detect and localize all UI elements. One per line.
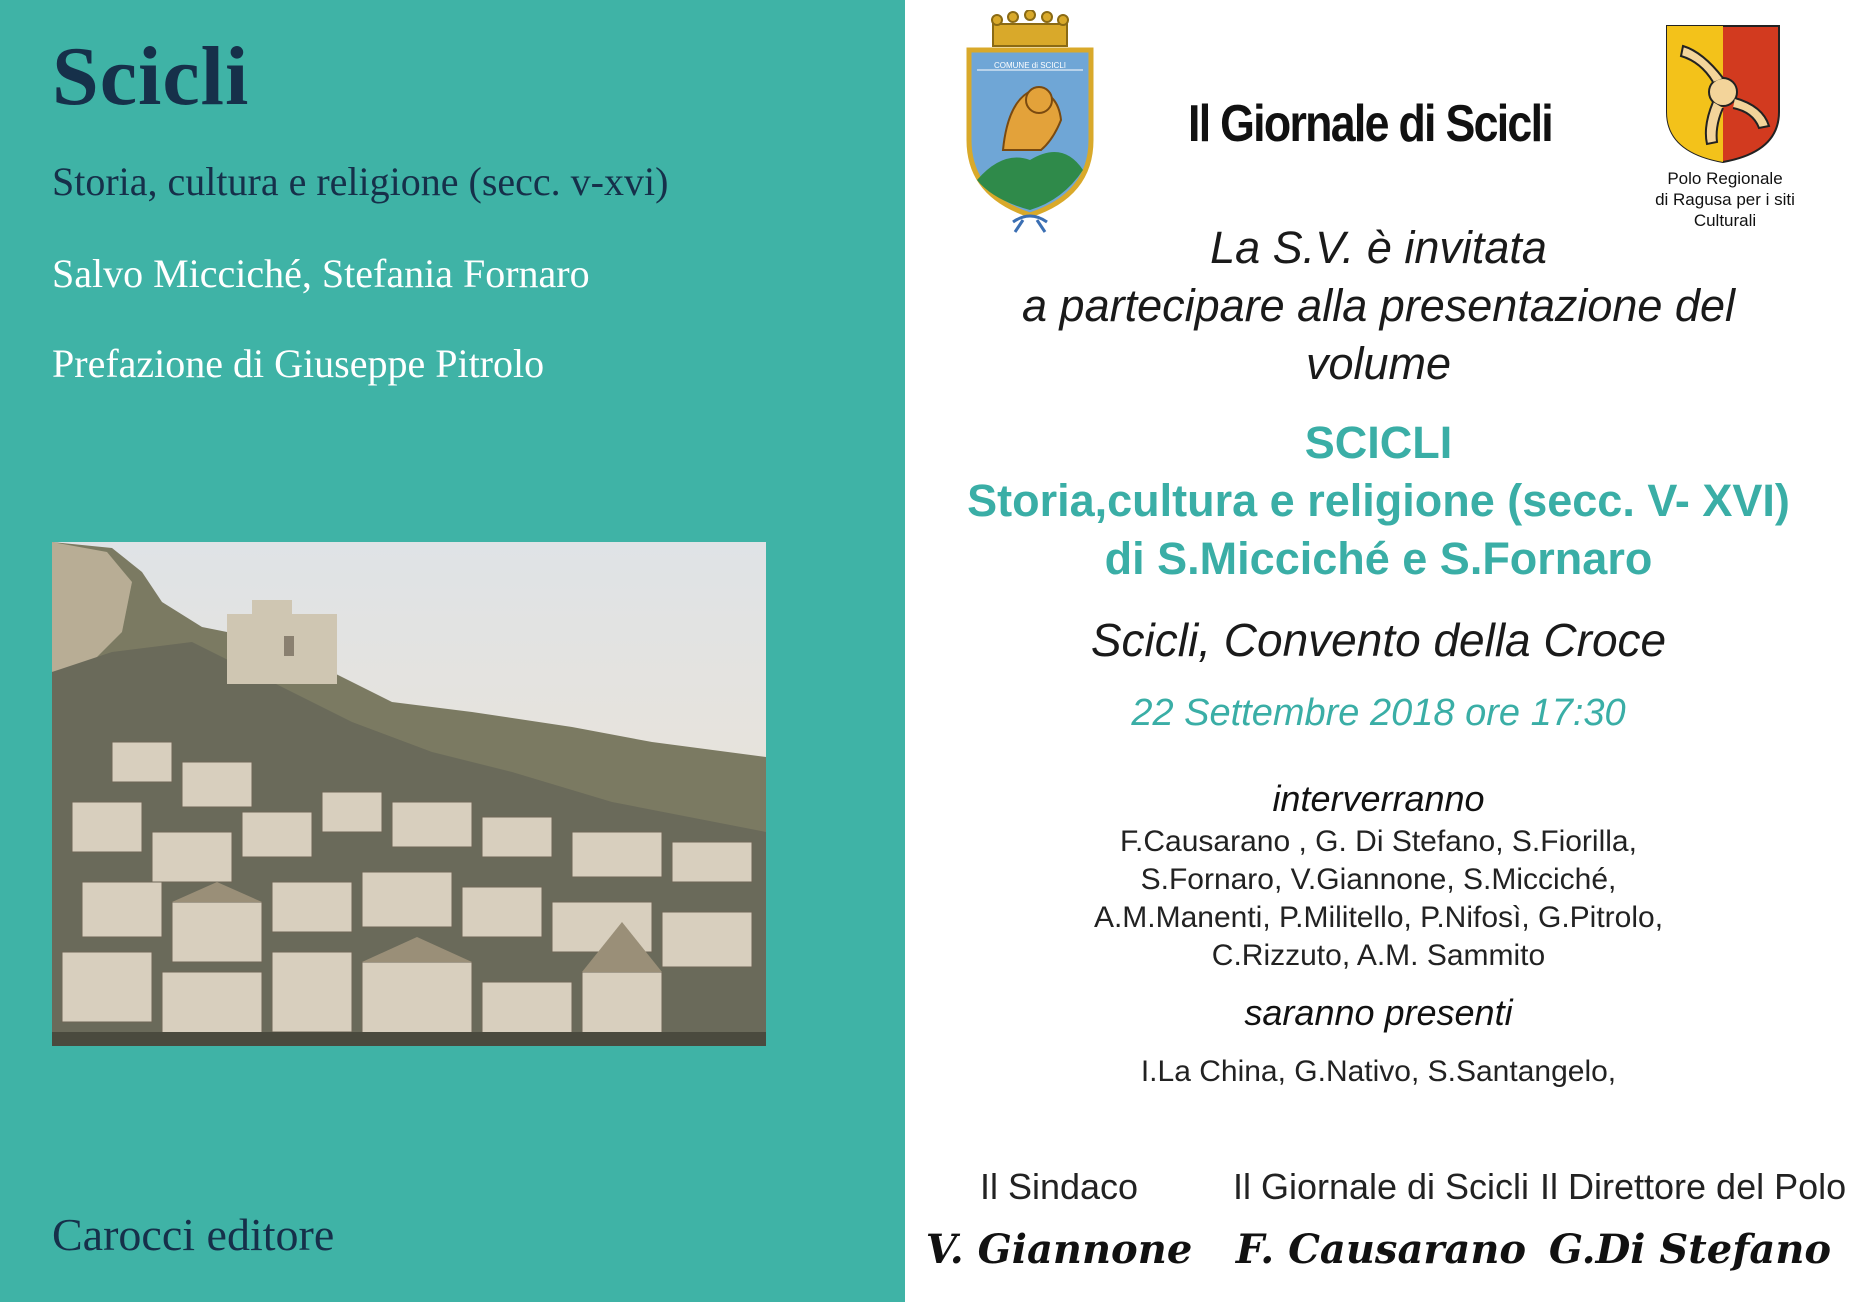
- invitation-panel: [905, 0, 1852, 1302]
- cover-preface: Prefazione di Giuseppe Pitrolo: [52, 341, 545, 386]
- signature-role: Il Giornale di Scicli: [1232, 1166, 1530, 1207]
- book-title-line: SCICLI: [1304, 417, 1453, 468]
- speakers-line: F.Causarano , G. Di Stefano, S.Fiorilla,: [1120, 825, 1637, 858]
- book-cover: [0, 0, 905, 1302]
- speakers-line: S.Fornaro, V.Giannone, S.Micciché,: [1140, 863, 1617, 896]
- speakers-line: C.Rizzuto, A.M. Sammito: [1211, 939, 1546, 972]
- cover-subtitle: Storia, cultura e religione (secc. v-xvi): [52, 159, 669, 204]
- guests-heading: saranno presenti: [1244, 992, 1513, 1033]
- book-title-line: Storia,cultura e religione (secc. V- XVI): [967, 475, 1790, 526]
- signature-mayor: [909, 1166, 1209, 1273]
- polo-caption-line: Polo Regionale: [1667, 169, 1783, 188]
- cover-authors: Salvo Micciché, Stefania Fornaro: [52, 251, 590, 296]
- speakers-line: A.M.Manenti, P.Militello, P.Nifosì, G.Pitrolo,: [1093, 901, 1664, 934]
- polo-caption-line: di Ragusa per i siti: [1655, 190, 1795, 209]
- speakers-list: [905, 823, 1852, 975]
- book-title-block: [905, 414, 1852, 588]
- cover-publisher: Carocci editore: [52, 1209, 335, 1260]
- guests-line: I.La China, G.Nativo, S.Santangelo,: [1140, 1055, 1617, 1088]
- intro-line: a partecipare alla presentazione del: [1022, 280, 1735, 331]
- newspaper-title: Il Giornale di Scicli: [1187, 95, 1552, 153]
- signature-newspaper: [1231, 1166, 1531, 1273]
- signature-role: Il Sindaco: [979, 1166, 1139, 1207]
- signature-name: G.Di Stefano: [1548, 1226, 1832, 1273]
- speakers-heading: interverranno: [1272, 778, 1485, 819]
- book-title-line: di S.Micciché e S.Fornaro: [1104, 533, 1653, 584]
- event-date: 22 Settembre 2018 ore 17:30: [1131, 692, 1626, 734]
- signature-role: Il Direttore del Polo: [1540, 1166, 1847, 1207]
- event-place: Scicli, Convento della Croce: [1090, 614, 1667, 666]
- cover-title: Scicli: [52, 30, 250, 123]
- trinacria-logo-icon: [1663, 22, 1783, 166]
- signature-director: [1540, 1166, 1847, 1273]
- signature-name: F. Causarano: [1235, 1226, 1527, 1273]
- signature-name: V. Giannone: [925, 1226, 1193, 1273]
- comune-scicli-crest-icon: [963, 10, 1097, 236]
- polo-caption-line: Culturali: [1693, 211, 1757, 230]
- intro-line: La S.V. è invitata: [1210, 222, 1547, 273]
- intro-line: volume: [1305, 338, 1452, 389]
- town-landscape-photo: [52, 542, 766, 1046]
- svg-text:COMUNE di SCICLI: COMUNE di SCICLI: [993, 61, 1067, 70]
- invitation-intro: [905, 219, 1852, 393]
